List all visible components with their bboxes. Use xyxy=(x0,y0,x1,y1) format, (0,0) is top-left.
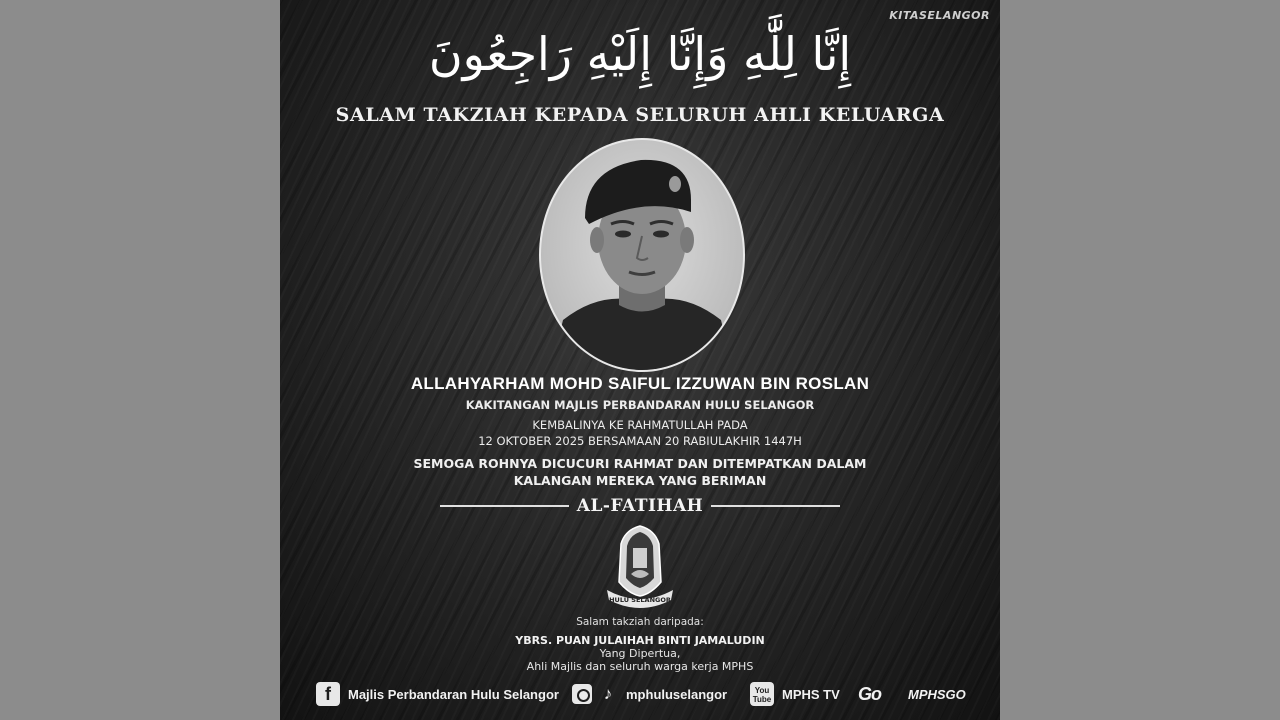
divider-left xyxy=(440,505,569,507)
instagram-icon xyxy=(570,682,594,706)
crest-label: HULU SELANGOR xyxy=(609,596,671,604)
from-title: Yang Dipertua, xyxy=(599,647,681,660)
from-person: YBRS. PUAN JULAIHAH BINTI JAMALUDIN xyxy=(515,634,765,647)
condolence-poster xyxy=(280,0,1000,720)
al-fatihah-heading: AL-FATIHAH xyxy=(576,496,704,516)
watermark: KITASELANGOR xyxy=(889,9,990,22)
youtube-icon-text-bottom: Tube xyxy=(752,695,772,704)
passing-date: 12 OKTOBER 2025 BERSAMAAN 20 RABIULAKHIR 1447H xyxy=(478,434,802,448)
prayer-line-1: SEMOGA ROHNYA DICUCURI RAHMAT DAN DITEMPATKAN DALAM xyxy=(413,456,867,471)
passing-line-1: KEMBALINYA KE RAHMATULLAH PADA xyxy=(532,418,748,432)
youtube-icon xyxy=(750,682,774,706)
mphsgo-logo-icon: Go xyxy=(858,683,881,704)
instagram-tiktok-link[interactable] xyxy=(570,680,727,708)
arabic-verse: إِنَّا لِلَّٰهِ وَإِنَّا إِلَيْهِ رَاجِعُونَ xyxy=(428,27,852,81)
tiktok-icon: ♪ xyxy=(603,684,613,703)
from-others: Ahli Majlis dan seluruh warga kerja MPHS xyxy=(526,660,754,673)
greeting-heading: SALAM TAKZIAH KEPADA SELURUH AHLI KELUARGA xyxy=(335,104,945,126)
al-fatihah-row xyxy=(440,494,840,518)
hulu-selangor-crest-icon xyxy=(603,524,677,612)
youtube-icon-text-top: You xyxy=(754,686,770,695)
youtube-link[interactable] xyxy=(750,680,840,708)
mphsgo-link[interactable] xyxy=(858,680,966,708)
deceased-role: KAKITANGAN MAJLIS PERBANDARAN HULU SELANGOR xyxy=(465,398,815,412)
prayer-line-2: KALANGAN MEREKA YANG BERIMAN xyxy=(513,473,767,488)
deceased-name: ALLAHYARHAM MOHD SAIFUL IZZUWAN BIN ROSLAN xyxy=(410,374,870,393)
youtube-label: MPHS TV xyxy=(782,686,840,702)
deceased-portrait xyxy=(539,138,745,372)
facebook-link[interactable] xyxy=(316,680,559,708)
instagram-tiktok-label: mphuluselangor xyxy=(626,686,728,702)
divider-right xyxy=(711,505,840,507)
facebook-label: Majlis Perbandaran Hulu Selangor xyxy=(348,686,559,702)
portrait-illustration xyxy=(541,140,743,370)
mphsgo-label: MPHSGO xyxy=(908,686,966,702)
from-intro: Salam takziah daripada: xyxy=(576,616,704,628)
facebook-icon: f xyxy=(316,682,340,706)
